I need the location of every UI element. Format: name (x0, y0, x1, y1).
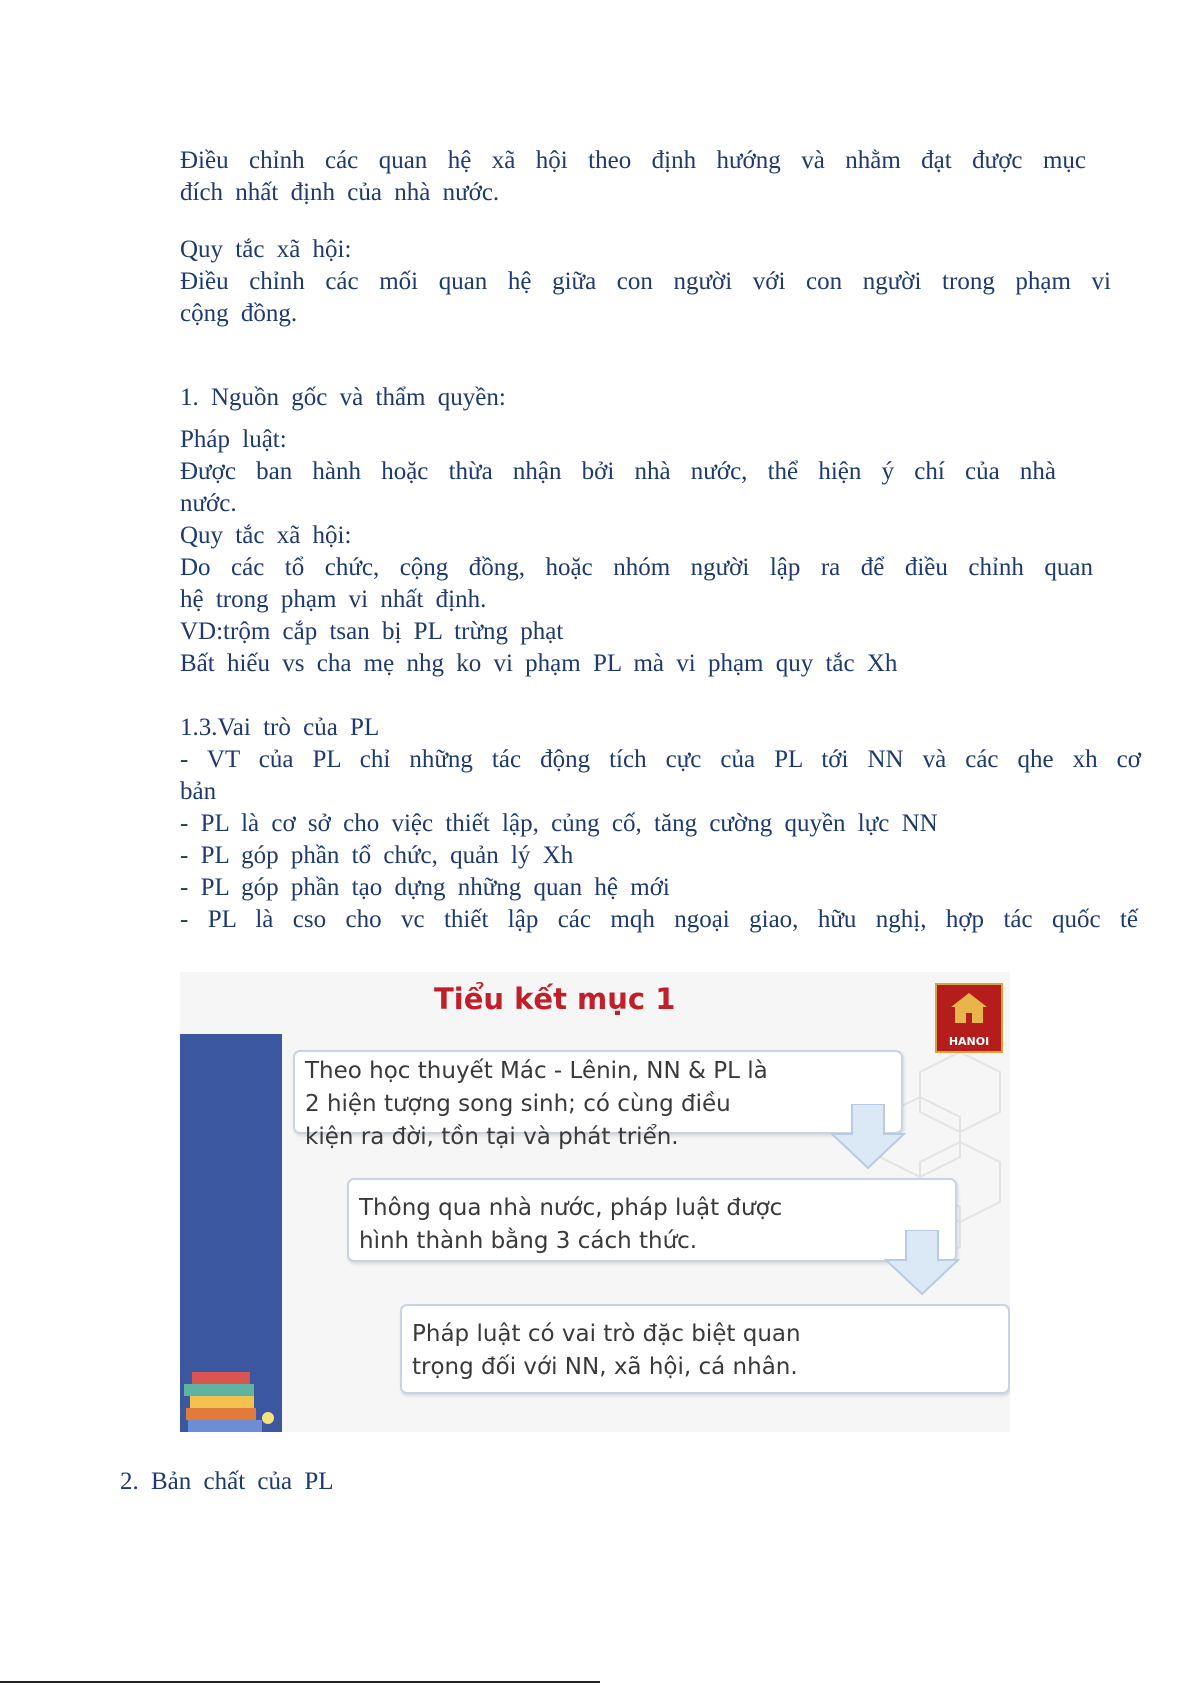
university-logo (935, 983, 1003, 1053)
temple-emblem-icon (937, 989, 1001, 1033)
subheading-social-rules: Quy tắc xã hội: (180, 236, 352, 263)
section-heading-nature: 2. Bản chất của PL (120, 1468, 334, 1495)
list-item: - PL góp phần tạo dựng những quan hệ mới (180, 874, 670, 901)
slide-title: Tiểu kết mục 1 (434, 982, 676, 1016)
down-arrow-icon (830, 1104, 906, 1170)
list-item: - PL là cơ sở cho việc thiết lập, củng cố, tăng cường quyền lực NN (180, 810, 938, 837)
box-line: 2 hiện tượng song sinh; có cùng điều (305, 1091, 731, 1117)
box-line: trọng đối với NN, xã hội, cá nhân. (412, 1354, 798, 1380)
paragraph-line: đích nhất định của nhà nước. (180, 179, 500, 206)
summary-box-1 (293, 1050, 903, 1150)
paragraph-line: Do các tổ chức, cộng đồng, hoặc nhóm người lập ra để điều chỉnh quan (180, 554, 1093, 581)
paragraph-line: hệ trong phạm vi nhất định. (180, 586, 487, 613)
summary-box-3 (400, 1304, 1010, 1394)
books-icon (180, 1360, 282, 1432)
down-arrow-icon (884, 1230, 960, 1296)
logo-text: HANOI (948, 1035, 990, 1048)
example-line: Bất hiếu vs cha mẹ nhg ko vi phạm PL mà vi phạm quy tắc Xh (180, 650, 898, 677)
section-heading-origin: 1. Nguồn gốc và thẩm quyền: (180, 384, 506, 411)
box-line: hình thành bằng 3 cách thức. (359, 1228, 698, 1254)
box-line: kiện ra đời, tồn tại và phát triển. (305, 1124, 679, 1150)
paragraph-line: Được ban hành hoặc thừa nhận bởi nhà nước, thể hiện ý chí của nhà (180, 458, 1056, 485)
paragraph-line: nước. (180, 490, 237, 517)
box-line: Thông qua nhà nước, pháp luật được (359, 1195, 783, 1221)
list-item: - PL góp phần tổ chức, quản lý Xh (180, 842, 574, 869)
paragraph-line: Điều chỉnh các mối quan hệ giữa con người với con người trong phạm vi (180, 268, 1111, 295)
box-line: Pháp luật có vai trò đặc biệt quan (412, 1321, 801, 1347)
list-item-continuation: bản (180, 778, 217, 805)
section-heading-role: 1.3.Vai trò của PL (180, 714, 380, 741)
subheading-social-rules: Quy tắc xã hội: (180, 522, 352, 549)
example-line: VD:trộm cắp tsan bị PL trừng phạt (180, 618, 564, 645)
list-item: - PL là cso cho vc thiết lập các mqh ngoại giao, hữu nghị, hợp tác quốc tế (180, 906, 1138, 933)
box-line: Theo học thuyết Mác - Lênin, NN & PL là (305, 1058, 768, 1084)
summary-box-2 (347, 1178, 957, 1262)
subheading-law: Pháp luật: (180, 426, 287, 453)
paragraph-line: cộng đồng. (180, 300, 298, 327)
paragraph-line: Điều chỉnh các quan hệ xã hội theo định hướng và nhằm đạt được mục (180, 147, 1086, 174)
slide-summary-image (180, 972, 1010, 1432)
list-item: - VT của PL chỉ những tác động tích cực của PL tới NN và các qhe xh cơ (180, 746, 1141, 773)
page-bottom-rule (0, 1681, 600, 1683)
